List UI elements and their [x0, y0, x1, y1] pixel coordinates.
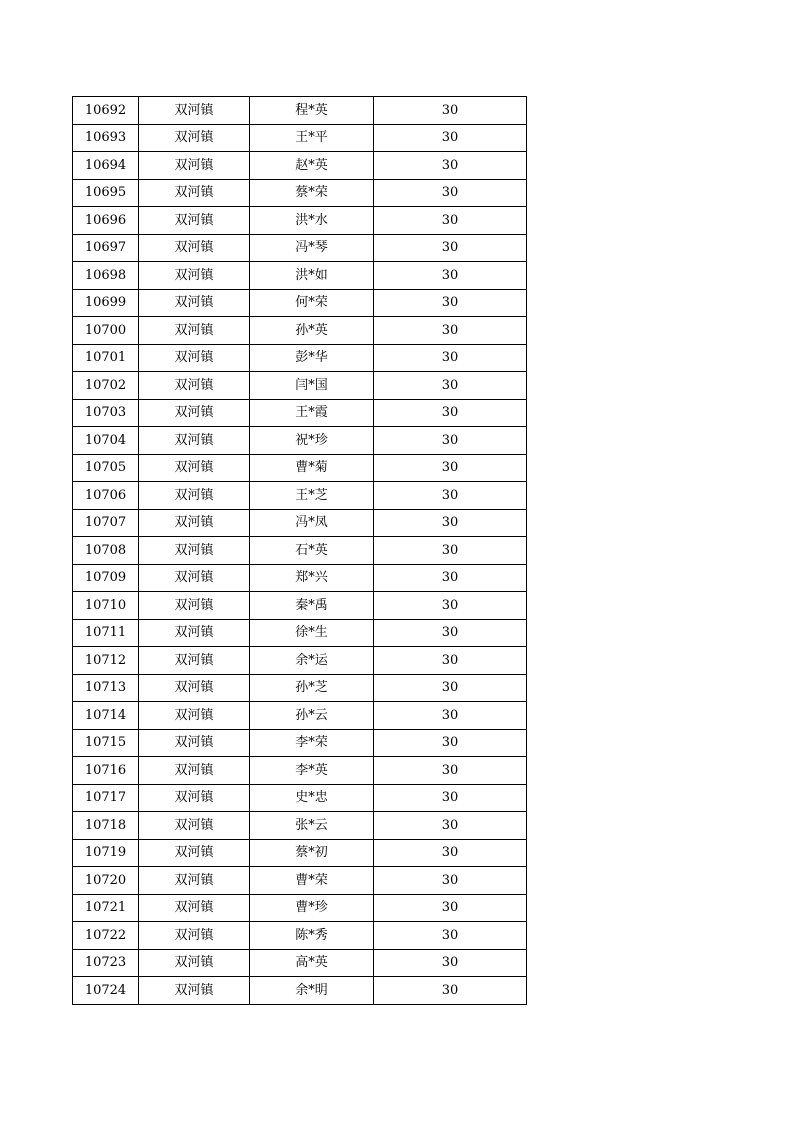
row-id-cell: 10718	[73, 812, 139, 840]
row-name-cell: 赵*英	[250, 152, 374, 180]
row-id-cell: 10717	[73, 784, 139, 812]
table-row	[73, 289, 527, 317]
row-name-cell: 曹*珍	[250, 894, 374, 922]
row-name-cell: 蔡*初	[250, 839, 374, 867]
table-row	[73, 592, 527, 620]
row-amount-cell: 30	[374, 757, 527, 785]
row-town-cell: 双河镇	[139, 867, 250, 895]
row-amount-cell: 30	[374, 729, 527, 757]
row-name-cell: 余*明	[250, 977, 374, 1005]
table-row	[73, 922, 527, 950]
row-name-cell: 张*云	[250, 812, 374, 840]
row-town-cell: 双河镇	[139, 399, 250, 427]
row-name-cell: 高*英	[250, 949, 374, 977]
row-name-cell: 冯*凤	[250, 509, 374, 537]
row-town-cell: 双河镇	[139, 977, 250, 1005]
row-amount-cell: 30	[374, 509, 527, 537]
row-name-cell: 曹*菊	[250, 454, 374, 482]
row-amount-cell: 30	[374, 427, 527, 455]
row-town-cell: 双河镇	[139, 234, 250, 262]
row-amount-cell: 30	[374, 647, 527, 675]
row-id-cell: 10715	[73, 729, 139, 757]
row-amount-cell: 30	[374, 262, 527, 290]
table-row	[73, 537, 527, 565]
row-town-cell: 双河镇	[139, 262, 250, 290]
row-town-cell: 双河镇	[139, 344, 250, 372]
row-name-cell: 孙*英	[250, 317, 374, 345]
row-id-cell: 10720	[73, 867, 139, 895]
row-name-cell: 陈*秀	[250, 922, 374, 950]
table-row	[73, 702, 527, 730]
row-name-cell: 洪*水	[250, 207, 374, 235]
row-name-cell: 李*荣	[250, 729, 374, 757]
row-town-cell: 双河镇	[139, 894, 250, 922]
row-id-cell: 10707	[73, 509, 139, 537]
row-name-cell: 孙*云	[250, 702, 374, 730]
row-amount-cell: 30	[374, 977, 527, 1005]
row-town-cell: 双河镇	[139, 647, 250, 675]
table-row	[73, 674, 527, 702]
row-name-cell: 李*英	[250, 757, 374, 785]
table-row	[73, 949, 527, 977]
row-id-cell: 10723	[73, 949, 139, 977]
row-amount-cell: 30	[374, 949, 527, 977]
row-id-cell: 10696	[73, 207, 139, 235]
row-amount-cell: 30	[374, 344, 527, 372]
row-id-cell: 10706	[73, 482, 139, 510]
row-name-cell: 徐*生	[250, 619, 374, 647]
row-name-cell: 王*芝	[250, 482, 374, 510]
row-town-cell: 双河镇	[139, 152, 250, 180]
row-name-cell: 王*平	[250, 124, 374, 152]
row-amount-cell: 30	[374, 564, 527, 592]
row-id-cell: 10722	[73, 922, 139, 950]
row-amount-cell: 30	[374, 674, 527, 702]
row-name-cell: 秦*禹	[250, 592, 374, 620]
row-amount-cell: 30	[374, 619, 527, 647]
row-name-cell: 冯*琴	[250, 234, 374, 262]
row-town-cell: 双河镇	[139, 784, 250, 812]
row-id-cell: 10724	[73, 977, 139, 1005]
table-row	[73, 757, 527, 785]
table-row	[73, 427, 527, 455]
table-row	[73, 97, 527, 125]
row-id-cell: 10698	[73, 262, 139, 290]
table-row	[73, 867, 527, 895]
table-row	[73, 647, 527, 675]
table-row	[73, 977, 527, 1005]
row-town-cell: 双河镇	[139, 592, 250, 620]
row-town-cell: 双河镇	[139, 812, 250, 840]
row-amount-cell: 30	[374, 234, 527, 262]
row-id-cell: 10695	[73, 179, 139, 207]
table-row	[73, 839, 527, 867]
row-town-cell: 双河镇	[139, 372, 250, 400]
row-town-cell: 双河镇	[139, 427, 250, 455]
row-amount-cell: 30	[374, 179, 527, 207]
table-row	[73, 509, 527, 537]
row-id-cell: 10711	[73, 619, 139, 647]
row-id-cell: 10703	[73, 399, 139, 427]
table-row	[73, 344, 527, 372]
row-id-cell: 10699	[73, 289, 139, 317]
table-body	[73, 97, 527, 1005]
row-name-cell: 何*荣	[250, 289, 374, 317]
row-town-cell: 双河镇	[139, 757, 250, 785]
row-name-cell: 祝*珍	[250, 427, 374, 455]
table-row	[73, 564, 527, 592]
row-name-cell: 孙*芝	[250, 674, 374, 702]
row-name-cell: 程*英	[250, 97, 374, 125]
row-town-cell: 双河镇	[139, 839, 250, 867]
row-name-cell: 郑*兴	[250, 564, 374, 592]
row-town-cell: 双河镇	[139, 317, 250, 345]
row-town-cell: 双河镇	[139, 124, 250, 152]
table-row	[73, 619, 527, 647]
row-id-cell: 10700	[73, 317, 139, 345]
row-name-cell: 余*运	[250, 647, 374, 675]
row-amount-cell: 30	[374, 454, 527, 482]
row-town-cell: 双河镇	[139, 537, 250, 565]
row-id-cell: 10714	[73, 702, 139, 730]
row-amount-cell: 30	[374, 537, 527, 565]
row-name-cell: 石*英	[250, 537, 374, 565]
row-amount-cell: 30	[374, 152, 527, 180]
row-amount-cell: 30	[374, 289, 527, 317]
row-town-cell: 双河镇	[139, 564, 250, 592]
row-id-cell: 10721	[73, 894, 139, 922]
row-id-cell: 10708	[73, 537, 139, 565]
table-row	[73, 262, 527, 290]
row-id-cell: 10716	[73, 757, 139, 785]
row-id-cell: 10694	[73, 152, 139, 180]
row-amount-cell: 30	[374, 592, 527, 620]
row-amount-cell: 30	[374, 894, 527, 922]
row-id-cell: 10693	[73, 124, 139, 152]
row-id-cell: 10713	[73, 674, 139, 702]
row-amount-cell: 30	[374, 784, 527, 812]
table-row	[73, 894, 527, 922]
row-town-cell: 双河镇	[139, 509, 250, 537]
row-amount-cell: 30	[374, 702, 527, 730]
row-town-cell: 双河镇	[139, 179, 250, 207]
row-amount-cell: 30	[374, 399, 527, 427]
table-row	[73, 454, 527, 482]
row-name-cell: 蔡*荣	[250, 179, 374, 207]
row-town-cell: 双河镇	[139, 674, 250, 702]
data-table	[72, 96, 527, 1005]
row-name-cell: 史*忠	[250, 784, 374, 812]
table-row	[73, 372, 527, 400]
row-amount-cell: 30	[374, 812, 527, 840]
row-town-cell: 双河镇	[139, 729, 250, 757]
table-row	[73, 207, 527, 235]
row-town-cell: 双河镇	[139, 289, 250, 317]
row-id-cell: 10697	[73, 234, 139, 262]
row-amount-cell: 30	[374, 124, 527, 152]
row-id-cell: 10702	[73, 372, 139, 400]
row-id-cell: 10709	[73, 564, 139, 592]
row-id-cell: 10710	[73, 592, 139, 620]
table-row	[73, 812, 527, 840]
row-amount-cell: 30	[374, 867, 527, 895]
table-row	[73, 729, 527, 757]
row-amount-cell: 30	[374, 922, 527, 950]
row-id-cell: 10719	[73, 839, 139, 867]
table-row	[73, 784, 527, 812]
row-town-cell: 双河镇	[139, 482, 250, 510]
row-name-cell: 闫*国	[250, 372, 374, 400]
row-name-cell: 王*霞	[250, 399, 374, 427]
row-amount-cell: 30	[374, 839, 527, 867]
row-town-cell: 双河镇	[139, 922, 250, 950]
table-row	[73, 124, 527, 152]
row-town-cell: 双河镇	[139, 619, 250, 647]
row-name-cell: 曹*荣	[250, 867, 374, 895]
table-row	[73, 317, 527, 345]
table-row	[73, 399, 527, 427]
table-row	[73, 482, 527, 510]
row-id-cell: 10701	[73, 344, 139, 372]
row-town-cell: 双河镇	[139, 949, 250, 977]
row-town-cell: 双河镇	[139, 207, 250, 235]
row-amount-cell: 30	[374, 97, 527, 125]
row-id-cell: 10704	[73, 427, 139, 455]
row-amount-cell: 30	[374, 207, 527, 235]
row-id-cell: 10712	[73, 647, 139, 675]
row-amount-cell: 30	[374, 372, 527, 400]
row-amount-cell: 30	[374, 317, 527, 345]
table-row	[73, 152, 527, 180]
row-amount-cell: 30	[374, 482, 527, 510]
row-town-cell: 双河镇	[139, 702, 250, 730]
row-id-cell: 10705	[73, 454, 139, 482]
row-name-cell: 洪*如	[250, 262, 374, 290]
row-town-cell: 双河镇	[139, 454, 250, 482]
row-id-cell: 10692	[73, 97, 139, 125]
row-name-cell: 彭*华	[250, 344, 374, 372]
row-town-cell: 双河镇	[139, 97, 250, 125]
table-row	[73, 234, 527, 262]
table-row	[73, 179, 527, 207]
